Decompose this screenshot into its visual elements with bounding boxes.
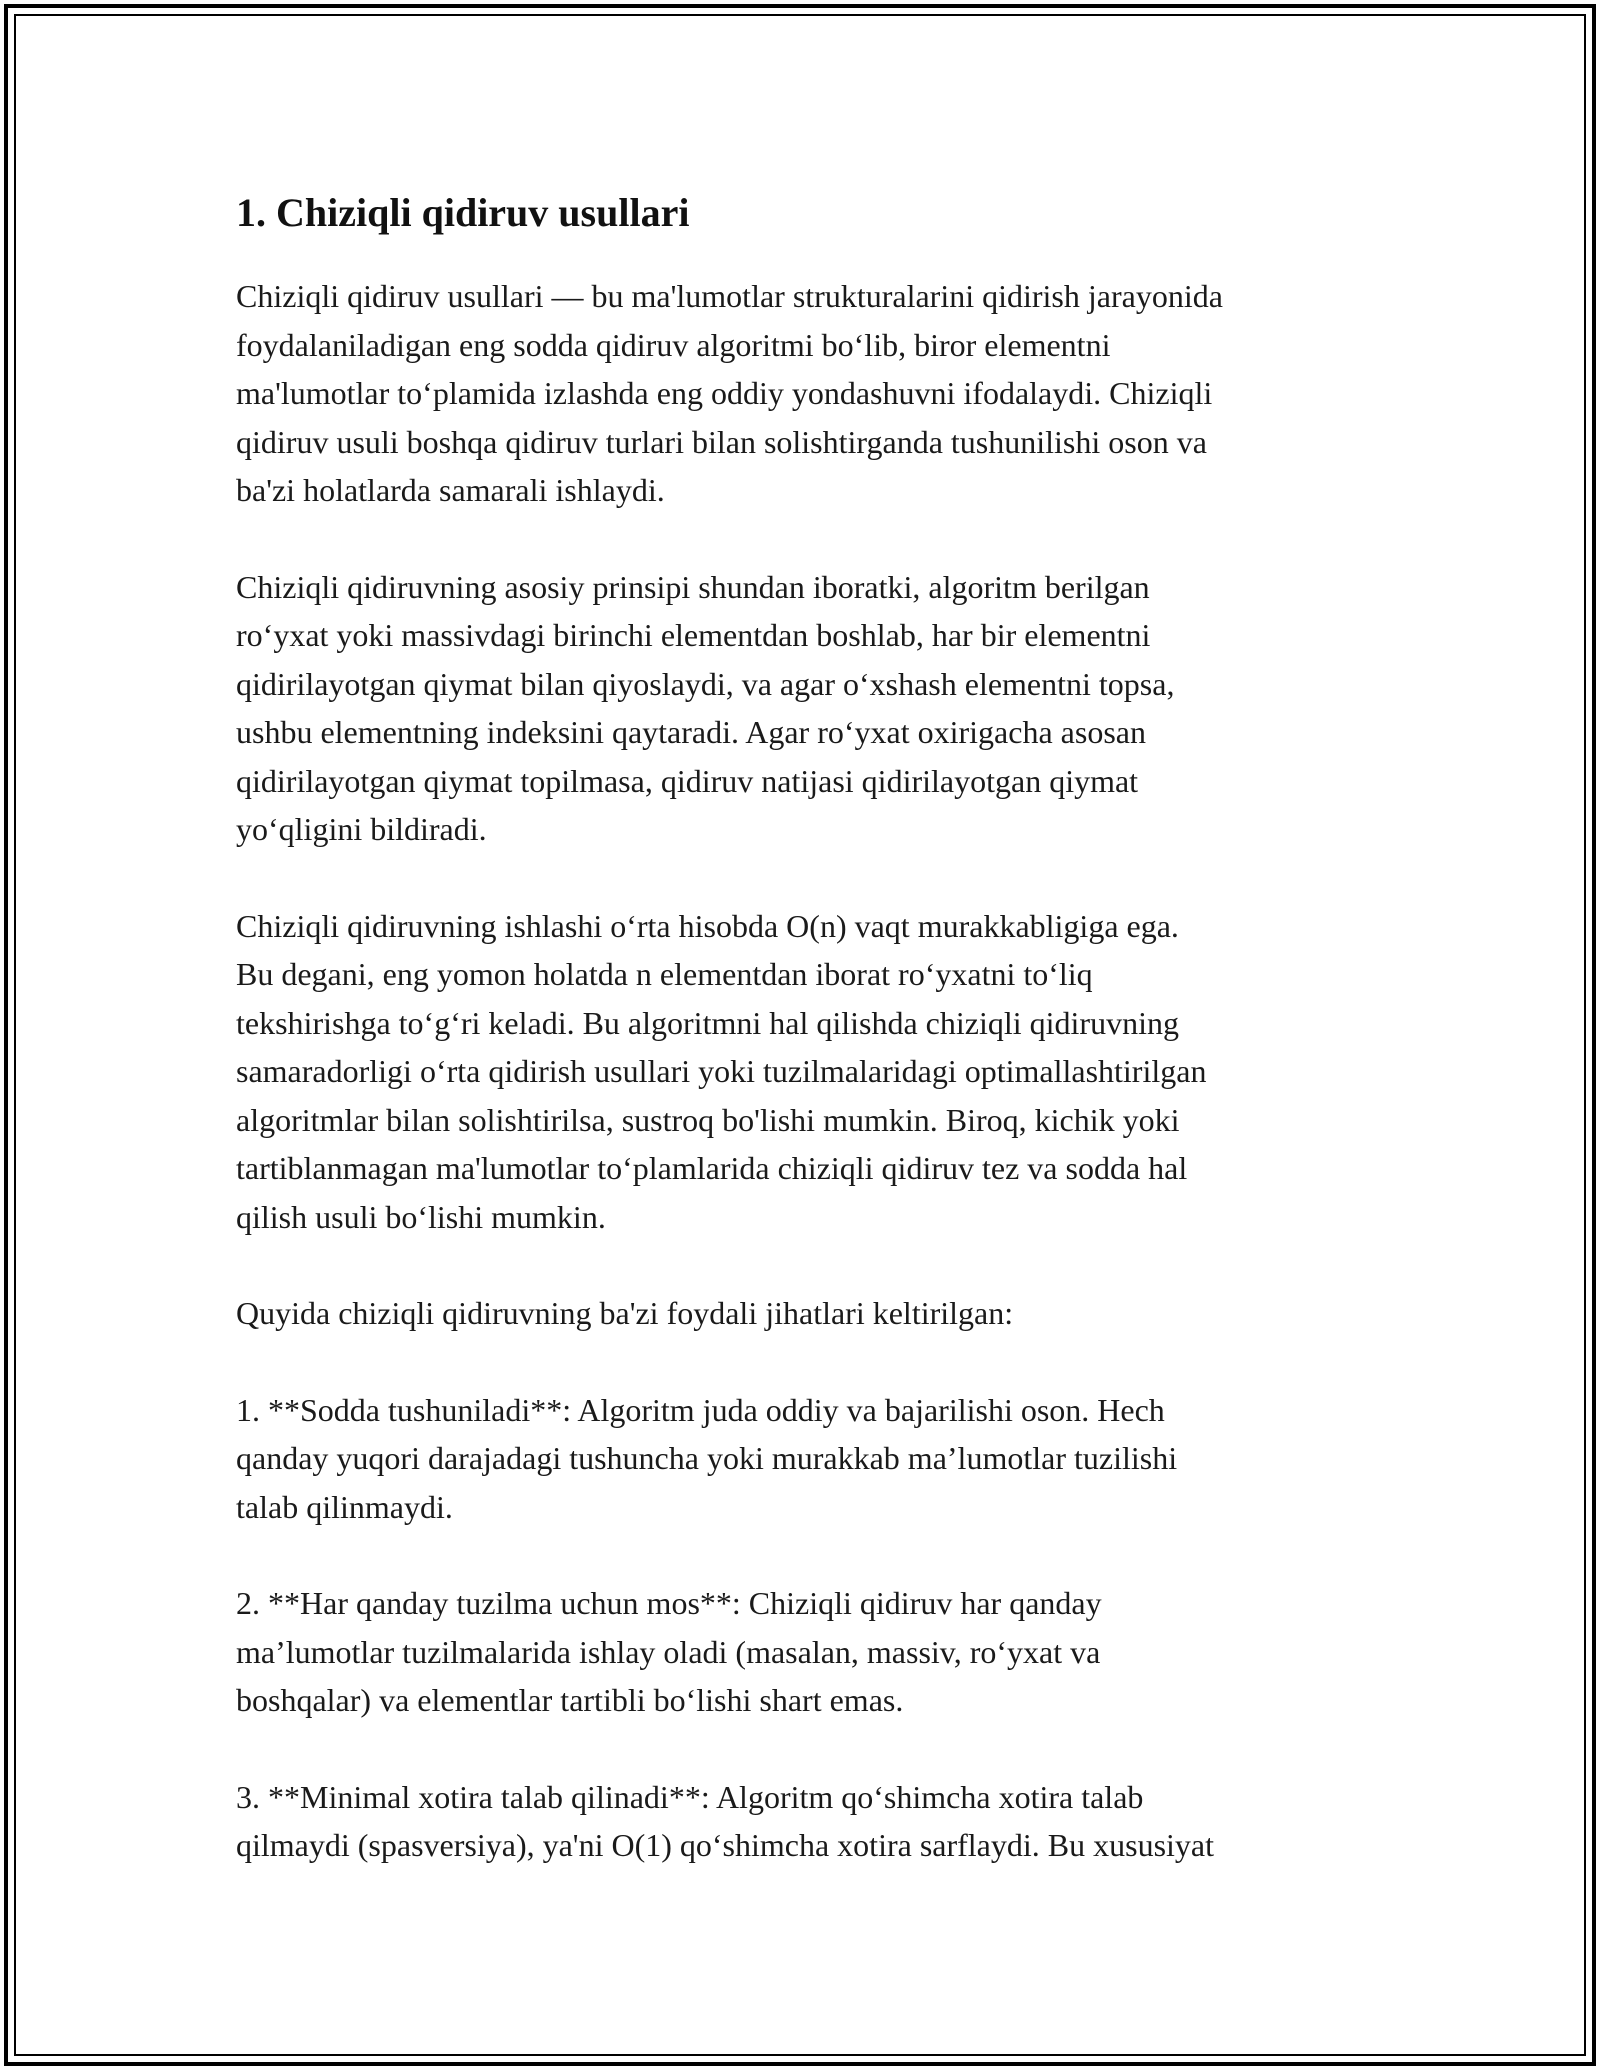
document-body bbox=[236, 182, 1376, 1870]
list-item-any-structure: 2. **Har qanday tuzilma uchun mos**: Chiziqli qidiruv har qanday ma’lumotlar tuzilmalarida ishlay oladi (masalan, massiv, ro‘yxat va boshqalar) va elementlar tartibli bo‘lishi shart emas. bbox=[236, 1585, 1102, 1718]
list-item-simple: 1. **Sodda tushuniladi**: Algoritm juda oddiy va bajarilishi oson. Hech qanday yuqori darajadagi tushuncha yoki murakkab ma’lumotlar tuzilishi talab qilinmaydi. bbox=[236, 1391, 1178, 1525]
paragraph-principle: Chiziqli qidiruvning asosiy prinsipi shundan iboratki, algoritm berilgan ro‘yxat yoki massivdagi birinchi elementdan boshlab, har bir elementni qidirilayotgan qiymat bilan qiyoslaydi, va agar o‘xshash elementni topsa, ushbu elementning indeksini qaytaradi. Agar ro‘yxat oxirigacha asosan qidirilayotgan qiymat topilmasa, qidiruv natijasi qidirilayotgan qiymat yo‘qligini bildiradi. bbox=[236, 568, 1175, 847]
paragraph-intro: Chiziqli qidiruv usullari — bu ma'lumotlar strukturalarini qidirish jarayonida foydalaniladigan eng sodda qidiruv algoritmi bo‘lib, biror elementni ma'lumotlar to‘plamida izlashda eng oddiy yondashuvni ifodalaydi. Chiziqli qidiruv usuli boshqa qidiruv turlari bilan solishtirganda tushunilishi oson va ba'zi holatlarda samarali ishlaydi. bbox=[236, 278, 1223, 508]
section-heading: 1. Chiziqli qidiruv usullari bbox=[236, 190, 690, 235]
paragraph-list-intro: Quyida chiziqli qidiruvning ba'zi foydali jihatlari keltirilgan: bbox=[236, 1295, 1014, 1331]
list-item-minimal-memory: 3. **Minimal xotira talab qilinadi**: Algoritm qo‘shimcha xotira talab qilmaydi (spasversiya), ya'ni O(1) qo‘shimcha xotira sarflaydi. Bu xususiyat bbox=[236, 1778, 1214, 1863]
paragraph-complexity: Chiziqli qidiruvning ishlashi o‘rta hisobda O(n) vaqt murakkabligiga ega. Bu degani, eng yomon holatda n elementdan iborat ro‘yxatni to‘liq tekshirishga to‘g‘ri keladi. Bu algoritmni hal qilishda chiziqli qidiruvning samaradorligi o‘rta qidirish usullari yoki tuzilmalaridagi optimallashtirilgan algoritmlar bilan solishtirilsa, sustroq bo'lishi mumkin. Biroq, kichik yoki tartiblanmagan ma'lumotlar to‘plamlarida chiziqli qidiruv tez va sodda hal qilish usuli bo‘lishi mumkin. bbox=[236, 907, 1207, 1235]
